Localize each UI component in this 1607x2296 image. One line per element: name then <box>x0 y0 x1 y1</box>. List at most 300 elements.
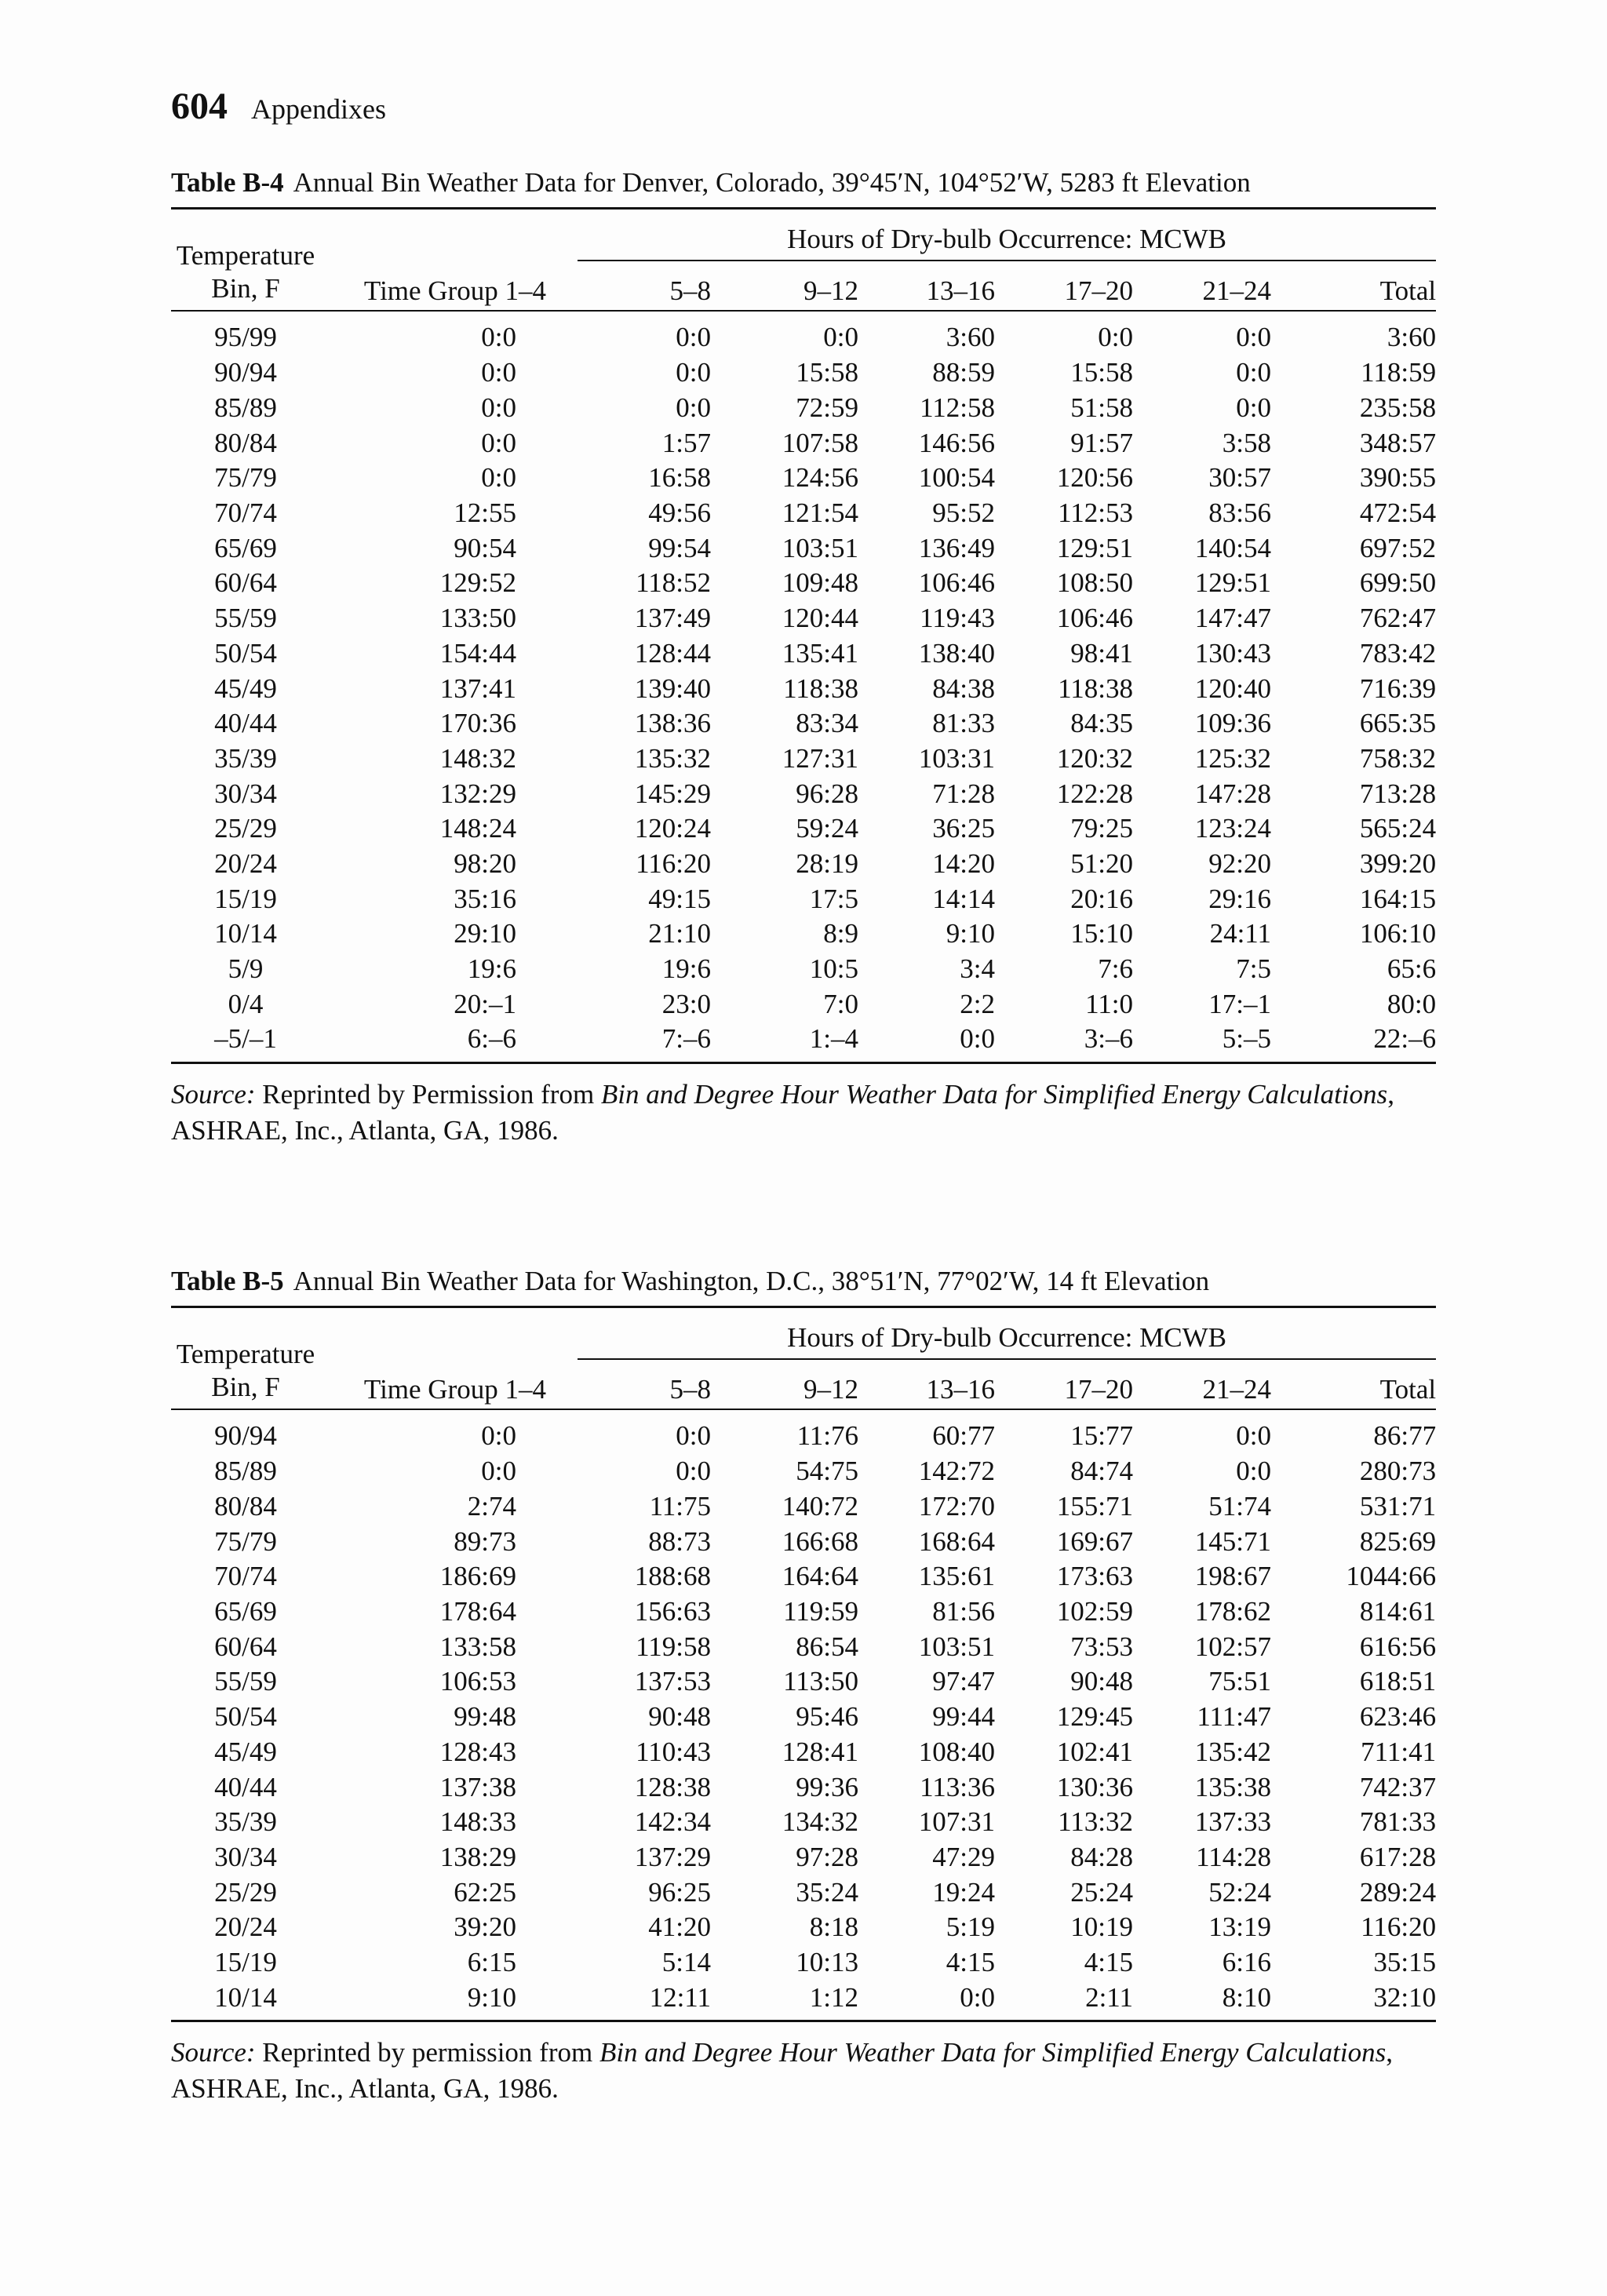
hours-mcwb-cell: 84:74 <box>1070 1456 1133 1487</box>
hours-mcwb-cell: 137:49 <box>634 603 711 634</box>
hours-mcwb-cell: 7:0 <box>823 988 858 1019</box>
hours-mcwb-cell: 52:24 <box>1208 1876 1271 1908</box>
table-row <box>171 1840 1436 1875</box>
hours-mcwb-cell: 7:6 <box>1098 953 1133 985</box>
hours-mcwb-cell: 169:67 <box>1056 1525 1133 1557</box>
hours-mcwb-cell: 90:54 <box>454 532 516 563</box>
hours-mcwb-cell: 166:68 <box>782 1525 858 1557</box>
hours-mcwb-cell: 348:57 <box>1359 427 1437 458</box>
source-publisher: , ASHRAE, Inc., Atlanta, GA, 1986. <box>171 2037 1393 2104</box>
hours-mcwb-cell: 148:33 <box>439 1806 516 1838</box>
hours-mcwb-cell: 3:60 <box>1387 322 1437 352</box>
hours-mcwb-cell: 106:46 <box>1056 603 1133 634</box>
hours-mcwb-cell: 0:0 <box>676 322 711 352</box>
table-row <box>171 461 1436 496</box>
table-b4-block <box>171 165 1436 1149</box>
hours-mcwb-cell: 89:73 <box>454 1525 516 1557</box>
temperature-bin-cell: 40/44 <box>214 1771 277 1802</box>
hours-mcwb-cell: 135:42 <box>1194 1736 1271 1767</box>
hours-mcwb-cell: 139:40 <box>634 672 711 704</box>
hours-mcwb-cell: 71:28 <box>932 778 995 809</box>
hours-mcwb-cell: 10:13 <box>796 1946 858 1977</box>
hours-mcwb-cell: 13:19 <box>1208 1912 1271 1943</box>
hours-mcwb-cell: 120:56 <box>1056 462 1133 494</box>
hours-mcwb-cell: 108:40 <box>918 1736 995 1767</box>
hours-mcwb-cell: 0:0 <box>676 357 711 388</box>
hours-mcwb-cell: 155:71 <box>1056 1491 1133 1522</box>
hours-mcwb-cell: 6:16 <box>1222 1946 1271 1977</box>
hours-mcwb-cell: 699:50 <box>1359 567 1437 599</box>
table-row <box>171 1559 1436 1594</box>
hours-mcwb-cell: 95:46 <box>796 1701 858 1733</box>
temperature-bin-cell: 10/14 <box>214 1981 277 2013</box>
column-header: Total <box>1379 1374 1437 1405</box>
hours-mcwb-cell: 148:24 <box>439 813 516 844</box>
hours-mcwb-cell: 28:19 <box>796 847 858 879</box>
source-publication: Bin and Degree Hour Weather Data for Simplified Energy Calculations <box>600 1078 1388 1110</box>
hours-mcwb-cell: 1:57 <box>661 427 711 458</box>
temperature-bin-cell: 45/49 <box>214 1736 277 1767</box>
hours-mcwb-cell: 80:0 <box>1387 988 1437 1019</box>
hours-mcwb-cell: 129:51 <box>1194 567 1271 599</box>
hours-mcwb-cell: 54:75 <box>796 1456 858 1487</box>
hours-mcwb-cell: 109:36 <box>1194 708 1271 739</box>
table-row <box>171 530 1436 566</box>
hours-mcwb-cell: 140:54 <box>1194 532 1271 563</box>
bin-header-line1: Temperature <box>176 240 315 271</box>
temperature-bin-cell: 95/99 <box>214 322 277 352</box>
hours-mcwb-cell: 0:0 <box>481 1456 516 1487</box>
hours-mcwb-cell: 84:28 <box>1070 1841 1133 1872</box>
hours-mcwb-cell: 616:56 <box>1359 1631 1437 1662</box>
hours-mcwb-cell: 62:25 <box>454 1876 516 1908</box>
temperature-bin-cell: 55/59 <box>214 1666 277 1697</box>
hours-mcwb-cell: 32:10 <box>1373 1981 1437 2013</box>
hours-mcwb-cell: 742:37 <box>1359 1771 1437 1802</box>
temperature-bin-cell: –5/–1 <box>214 1023 277 1055</box>
hours-mcwb-cell: 35:15 <box>1373 1946 1437 1977</box>
table-row <box>171 391 1436 426</box>
temperature-bin-cell: 15/19 <box>214 883 277 914</box>
hours-mcwb-cell: 186:69 <box>439 1561 516 1592</box>
hours-mcwb-cell: 132:29 <box>439 778 516 809</box>
table-row <box>171 1022 1436 1062</box>
hours-mcwb-cell: 164:15 <box>1359 883 1437 914</box>
hours-mcwb-cell: 106:53 <box>439 1666 516 1697</box>
hours-mcwb-cell: 91:57 <box>1070 427 1133 458</box>
hours-mcwb-cell: 0:0 <box>960 1981 995 2013</box>
hours-mcwb-cell: 137:53 <box>634 1666 711 1697</box>
hours-mcwb-cell: 102:57 <box>1194 1631 1271 1662</box>
hours-mcwb-cell: 156:63 <box>634 1596 711 1627</box>
hours-mcwb-cell: 133:50 <box>439 603 516 634</box>
hours-mcwb-cell: 0:0 <box>481 357 516 388</box>
hours-mcwb-cell: 29:10 <box>454 918 516 949</box>
temperature-bin-cell: 60/64 <box>214 567 277 599</box>
column-header: 21–24 <box>1202 275 1271 306</box>
hours-mcwb-cell: 96:28 <box>796 778 858 809</box>
hours-mcwb-cell: 118:38 <box>1058 672 1133 704</box>
hours-mcwb-cell: 113:36 <box>920 1771 995 1802</box>
hours-mcwb-cell: 92:20 <box>1208 847 1271 879</box>
table-row <box>171 1769 1436 1805</box>
table-title: Annual Bin Weather Data for Washington, D.C., 38°51′N, 77°02′W, 14 ft Elevation <box>293 1266 1210 1296</box>
hours-mcwb-cell: 14:20 <box>932 847 995 879</box>
hours-mcwb-cell: 9:10 <box>946 918 995 949</box>
hours-mcwb-cell: 124:56 <box>782 462 858 494</box>
column-header: Time Group 1–4 <box>363 1374 546 1405</box>
column-header: 9–12 <box>804 275 858 306</box>
hours-mcwb-cell: 116:20 <box>636 847 711 879</box>
hours-mcwb-cell: 3:–6 <box>1084 1023 1133 1055</box>
hours-mcwb-cell: 142:72 <box>918 1456 995 1487</box>
hours-mcwb-cell: 59:24 <box>796 813 858 844</box>
temperature-bin-cell: 15/19 <box>214 1946 277 1977</box>
temperature-bin-cell: 20/24 <box>214 1912 277 1943</box>
hours-mcwb-cell: 168:64 <box>918 1525 995 1557</box>
hours-mcwb-cell: 19:24 <box>932 1876 995 1908</box>
hours-mcwb-cell: 618:51 <box>1359 1666 1437 1697</box>
bin-data-table-denver <box>171 207 1436 1064</box>
hours-mcwb-cell: 3:4 <box>960 953 995 985</box>
hours-mcwb-cell: 145:71 <box>1194 1525 1271 1557</box>
hours-mcwb-cell: 134:32 <box>782 1806 858 1838</box>
temperature-bin-cell: 80/84 <box>214 427 277 458</box>
hours-mcwb-cell: 623:46 <box>1359 1701 1437 1733</box>
hours-mcwb-cell: 51:74 <box>1208 1491 1271 1522</box>
hours-mcwb-cell: 5:19 <box>946 1912 995 1943</box>
hours-mcwb-cell: 122:28 <box>1056 778 1133 809</box>
table-row <box>171 1489 1436 1525</box>
hours-mcwb-cell: 164:64 <box>782 1561 858 1592</box>
hours-mcwb-cell: 178:62 <box>1194 1596 1271 1627</box>
hours-mcwb-cell: 1:12 <box>809 1981 858 2013</box>
hours-mcwb-cell: 135:41 <box>782 637 858 669</box>
source-text: Reprinted by Permission from <box>255 1078 601 1110</box>
hours-mcwb-cell: 129:51 <box>1056 532 1133 563</box>
source-publication: Bin and Degree Hour Weather Data for Simplified Energy Calculations <box>599 2037 1387 2068</box>
hours-mcwb-cell: 12:11 <box>649 1981 711 2013</box>
table-row <box>171 425 1436 461</box>
hours-mcwb-cell: 99:44 <box>932 1701 995 1733</box>
hours-mcwb-cell: 10:19 <box>1070 1912 1133 1943</box>
column-header: 13–16 <box>926 275 995 306</box>
hours-mcwb-cell: 96:25 <box>648 1876 711 1908</box>
table-row <box>171 601 1436 636</box>
hours-mcwb-cell: 110:43 <box>636 1736 711 1767</box>
hours-mcwb-cell: 15:58 <box>796 357 858 388</box>
hours-mcwb-cell: 11:76 <box>796 1420 858 1451</box>
hours-mcwb-cell: 15:10 <box>1070 918 1133 949</box>
hours-mcwb-cell: 138:40 <box>918 637 995 669</box>
table-row <box>171 671 1436 706</box>
hours-mcwb-cell: 113:32 <box>1058 1806 1133 1838</box>
hours-mcwb-cell: 88:59 <box>932 357 995 388</box>
hours-mcwb-cell: 170:36 <box>439 708 516 739</box>
bin-column-header <box>171 209 320 312</box>
source-publisher: , ASHRAE, Inc., Atlanta, GA, 1986. <box>171 1078 1394 1146</box>
hours-mcwb-cell: 116:20 <box>1361 1912 1437 1943</box>
table-title: Annual Bin Weather Data for Denver, Colorado, 39°45′N, 104°52′W, 5283 ft Elevation <box>293 167 1251 198</box>
hours-mcwb-cell: 97:28 <box>796 1841 858 1872</box>
hours-mcwb-cell: 4:15 <box>1084 1946 1133 1977</box>
hours-mcwb-cell: 7:–6 <box>661 1023 711 1055</box>
hours-mcwb-cell: 172:70 <box>918 1491 995 1522</box>
source-label: Source: <box>171 1078 256 1110</box>
table-row <box>171 917 1436 952</box>
temperature-bin-cell: 10/14 <box>214 918 277 949</box>
hours-mcwb-cell: 130:36 <box>1056 1771 1133 1802</box>
table-row <box>171 706 1436 742</box>
temperature-bin-cell: 75/79 <box>214 1525 277 1557</box>
hours-mcwb-cell: 11:75 <box>649 1491 711 1522</box>
hours-mcwb-cell: 135:32 <box>634 742 711 774</box>
hours-mcwb-cell: 128:41 <box>782 1736 858 1767</box>
column-header: 21–24 <box>1202 1374 1271 1405</box>
table-row <box>171 1910 1436 1945</box>
hours-mcwb-cell: 6:–6 <box>467 1023 516 1055</box>
hours-mcwb-cell: 35:24 <box>796 1876 858 1908</box>
table-row <box>171 881 1436 917</box>
column-header: 13–16 <box>926 1374 995 1405</box>
table-row <box>171 355 1436 391</box>
column-header: 9–12 <box>804 1374 858 1405</box>
hours-mcwb-cell: 713:28 <box>1359 778 1437 809</box>
temperature-bin-cell: 75/79 <box>214 462 277 494</box>
hours-mcwb-cell: 90:48 <box>648 1701 711 1733</box>
hours-mcwb-cell: 127:31 <box>782 742 858 774</box>
table-row <box>171 496 1436 531</box>
temperature-bin-cell: 55/59 <box>214 603 277 634</box>
hours-mcwb-cell: 146:56 <box>918 427 995 458</box>
hours-mcwb-cell: 154:44 <box>439 637 516 669</box>
hours-mcwb-cell: 716:39 <box>1359 672 1437 704</box>
hours-mcwb-cell: 103:51 <box>918 1631 995 1662</box>
hours-mcwb-cell: 531:71 <box>1359 1491 1437 1522</box>
hours-mcwb-cell: 86:54 <box>796 1631 858 1662</box>
hours-mcwb-cell: 119:59 <box>783 1596 858 1627</box>
hours-mcwb-cell: 14:14 <box>932 883 995 914</box>
hours-mcwb-cell: 128:38 <box>634 1771 711 1802</box>
hours-mcwb-cell: 125:32 <box>1194 742 1271 774</box>
hours-mcwb-cell: 11:0 <box>1085 988 1133 1019</box>
temperature-bin-cell: 70/74 <box>214 1561 277 1592</box>
hours-mcwb-cell: 88:73 <box>648 1525 711 1557</box>
hours-mcwb-cell: 84:35 <box>1070 708 1133 739</box>
hours-mcwb-cell: 112:53 <box>1058 497 1133 529</box>
running-head <box>171 85 386 140</box>
temperature-bin-cell: 60/64 <box>214 1631 277 1662</box>
hours-mcwb-cell: 118:52 <box>636 567 711 599</box>
table-row <box>171 1594 1436 1630</box>
hours-mcwb-cell: 83:34 <box>796 708 858 739</box>
hours-mcwb-cell: 65:6 <box>1387 953 1437 985</box>
hours-mcwb-cell: 280:73 <box>1359 1456 1437 1487</box>
hours-mcwb-cell: 83:56 <box>1208 497 1271 529</box>
table-row <box>171 1805 1436 1840</box>
hours-mcwb-cell: 472:54 <box>1359 497 1437 529</box>
hours-mcwb-cell: 762:47 <box>1359 603 1437 634</box>
table-b5-block <box>171 1263 1436 2107</box>
hours-mcwb-cell: 36:25 <box>932 813 995 844</box>
hours-mcwb-cell: 133:58 <box>439 1631 516 1662</box>
hours-mcwb-cell: 565:24 <box>1359 813 1437 844</box>
hours-mcwb-cell: 49:15 <box>648 883 711 914</box>
hours-mcwb-cell: 2:11 <box>1085 1981 1133 2013</box>
temperature-bin-cell: 30/34 <box>214 1841 277 1872</box>
hours-mcwb-cell: 147:47 <box>1194 603 1271 634</box>
hours-mcwb-cell: 120:40 <box>1194 672 1271 704</box>
hours-mcwb-cell: 120:44 <box>782 603 858 634</box>
hours-mcwb-cell: 49:56 <box>648 497 711 529</box>
temperature-bin-cell: 65/69 <box>214 1596 277 1627</box>
column-header: 17–20 <box>1064 1374 1133 1405</box>
column-header: 5–8 <box>669 275 711 306</box>
table-row <box>171 311 1436 355</box>
hours-mcwb-cell: 81:33 <box>932 708 995 739</box>
hours-mcwb-cell: 1044:66 <box>1346 1561 1437 1592</box>
table-row <box>171 986 1436 1022</box>
table-caption <box>171 165 1436 201</box>
hours-mcwb-cell: 0:0 <box>481 322 516 352</box>
hours-mcwb-cell: 5:–5 <box>1222 1023 1271 1055</box>
hours-mcwb-cell: 108:50 <box>1056 567 1133 599</box>
temperature-bin-cell: 80/84 <box>214 1491 277 1522</box>
hours-mcwb-cell: 84:38 <box>932 672 995 704</box>
hours-mcwb-cell: 137:41 <box>439 672 516 704</box>
hours-mcwb-cell: 119:43 <box>920 603 995 634</box>
hours-mcwb-cell: 100:54 <box>918 462 995 494</box>
table-row <box>171 1454 1436 1489</box>
hours-mcwb-cell: 178:64 <box>439 1596 516 1627</box>
bin-data-table-washington <box>171 1306 1436 2022</box>
hours-mcwb-cell: 235:58 <box>1359 392 1437 424</box>
hours-mcwb-cell: 128:43 <box>439 1736 516 1767</box>
hours-mcwb-cell: 0:0 <box>676 1456 711 1487</box>
hours-mcwb-cell: 758:32 <box>1359 742 1437 774</box>
hours-mcwb-cell: 1:–4 <box>809 1023 858 1055</box>
hours-mcwb-cell: 138:36 <box>634 708 711 739</box>
hours-mcwb-cell: 781:33 <box>1359 1806 1437 1838</box>
bin-header-line2: Bin, F <box>211 1372 280 1402</box>
table-row <box>171 636 1436 672</box>
hours-mcwb-cell: 0:0 <box>1098 322 1133 352</box>
hours-mcwb-cell: 24:11 <box>1209 918 1271 949</box>
hours-mcwb-cell: 3:58 <box>1222 427 1271 458</box>
hours-mcwb-cell: 198:67 <box>1194 1561 1271 1592</box>
table-row <box>171 1875 1436 1910</box>
table-row <box>171 1980 1436 2021</box>
hours-mcwb-cell: 130:43 <box>1194 637 1271 669</box>
temperature-bin-cell: 90/94 <box>214 1420 277 1451</box>
hours-mcwb-cell: 107:31 <box>918 1806 995 1838</box>
table-row <box>171 1700 1436 1735</box>
temperature-bin-cell: 25/29 <box>214 813 277 844</box>
hours-mcwb-cell: 75:51 <box>1208 1666 1271 1697</box>
table-row <box>171 952 1436 987</box>
temperature-bin-cell: 40/44 <box>214 708 277 739</box>
span-header: Hours of Dry-bulb Occurrence: MCWB <box>578 1307 1436 1360</box>
hours-mcwb-cell: 8:18 <box>809 1912 858 1943</box>
table-row <box>171 847 1436 882</box>
table-row <box>171 776 1436 811</box>
hours-mcwb-cell: 73:53 <box>1070 1631 1133 1662</box>
source-text: Reprinted by permission from <box>255 2037 599 2068</box>
hours-mcwb-cell: 119:58 <box>636 1631 711 1662</box>
temperature-bin-cell: 5/9 <box>228 953 264 985</box>
hours-mcwb-cell: 51:58 <box>1070 392 1133 424</box>
hours-mcwb-cell: 72:59 <box>796 392 858 424</box>
hours-mcwb-cell: 114:28 <box>1196 1841 1271 1872</box>
hours-mcwb-cell: 47:29 <box>932 1841 995 1872</box>
hours-mcwb-cell: 148:32 <box>439 742 516 774</box>
hours-mcwb-cell: 29:16 <box>1208 883 1271 914</box>
hours-mcwb-cell: 0:0 <box>1236 322 1271 352</box>
column-header: 17–20 <box>1064 275 1133 306</box>
hours-mcwb-cell: 145:29 <box>634 778 711 809</box>
temperature-bin-cell: 35/39 <box>214 742 277 774</box>
hours-mcwb-cell: 109:48 <box>782 567 858 599</box>
table-source-note <box>171 2035 1436 2107</box>
hours-mcwb-cell: 103:51 <box>782 532 858 563</box>
hours-mcwb-cell: 12:55 <box>454 497 516 529</box>
hours-mcwb-cell: 15:58 <box>1070 357 1133 388</box>
temperature-bin-cell: 0/4 <box>228 988 264 1019</box>
hours-mcwb-cell: 22:–6 <box>1373 1023 1437 1055</box>
hours-mcwb-cell: 3:60 <box>946 322 995 352</box>
source-label: Source: <box>171 2037 256 2068</box>
hours-mcwb-cell: 39:20 <box>454 1912 516 1943</box>
page-number: 604 <box>171 86 228 127</box>
hours-mcwb-cell: 147:28 <box>1194 778 1271 809</box>
hours-mcwb-cell: 17:–1 <box>1208 988 1271 1019</box>
bin-header-line1: Temperature <box>176 1339 315 1369</box>
hours-mcwb-cell: 99:54 <box>648 532 711 563</box>
hours-mcwb-cell: 86:77 <box>1373 1420 1437 1451</box>
hours-mcwb-cell: 142:34 <box>634 1806 711 1838</box>
temperature-bin-cell: 85/89 <box>214 392 277 424</box>
hours-mcwb-cell: 0:0 <box>1236 392 1271 424</box>
hours-mcwb-cell: 0:0 <box>481 392 516 424</box>
span-header: Hours of Dry-bulb Occurrence: MCWB <box>578 209 1436 261</box>
hours-mcwb-cell: 8:10 <box>1222 1981 1271 2013</box>
hours-mcwb-cell: 123:24 <box>1194 813 1271 844</box>
hours-mcwb-cell: 118:59 <box>1361 357 1437 388</box>
hours-mcwb-cell: 138:29 <box>439 1841 516 1872</box>
hours-mcwb-cell: 99:48 <box>454 1701 516 1733</box>
hours-mcwb-cell: 16:58 <box>648 462 711 494</box>
hours-mcwb-cell: 711:41 <box>1361 1736 1437 1767</box>
table-row <box>171 811 1436 847</box>
hours-mcwb-cell: 0:0 <box>481 1420 516 1451</box>
section-name: Appendixes <box>251 93 386 125</box>
temperature-bin-cell: 20/24 <box>214 847 277 879</box>
hours-mcwb-cell: 2:2 <box>960 988 995 1019</box>
table-number: Table B-4 <box>171 167 284 198</box>
hours-mcwb-cell: 120:32 <box>1056 742 1133 774</box>
hours-mcwb-cell: 0:0 <box>481 427 516 458</box>
hours-mcwb-cell: 399:20 <box>1359 847 1437 879</box>
hours-mcwb-cell: 135:38 <box>1194 1771 1271 1802</box>
hours-mcwb-cell: 30:57 <box>1208 462 1271 494</box>
hours-mcwb-cell: 98:41 <box>1070 637 1133 669</box>
hours-mcwb-cell: 111:47 <box>1197 1701 1271 1733</box>
hours-mcwb-cell: 19:6 <box>467 953 516 985</box>
temperature-bin-cell: 50/54 <box>214 637 277 669</box>
hours-mcwb-cell: 20:–1 <box>454 988 516 1019</box>
hours-mcwb-cell: 0:0 <box>676 392 711 424</box>
hours-mcwb-cell: 2:74 <box>467 1491 516 1522</box>
